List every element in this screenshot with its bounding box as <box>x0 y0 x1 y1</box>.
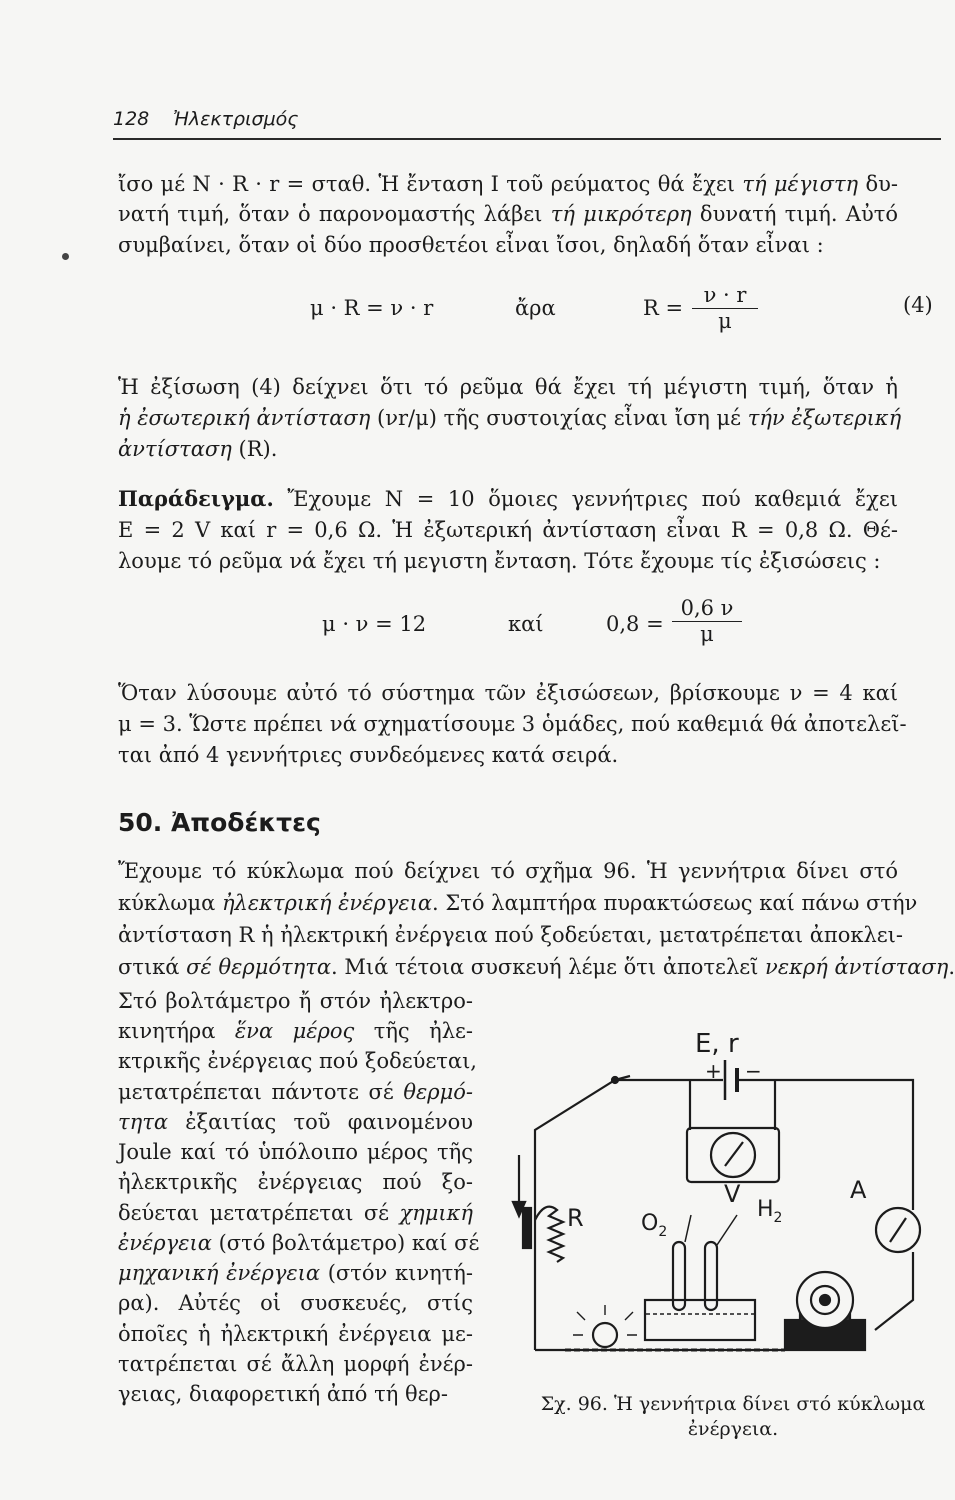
text-line: Παράδειγμα. Ἔχουμε N = 10 ὅμοιες γεννήτριες πού καθεμιά ἔχει <box>118 486 898 511</box>
wire-top-right <box>737 1080 913 1210</box>
voltmeter-needle <box>725 1142 743 1166</box>
text-line: ρα). Αὐτές οἱ συσκευές, στίς <box>118 1291 473 1315</box>
lamp-rays <box>573 1305 637 1335</box>
voltmeter-label: V <box>724 1180 741 1208</box>
text-line: μηχανική ἐνέργεια (στόν κινητή- <box>118 1261 473 1285</box>
text-line: δεύεται μετατρέπεται σέ χημική <box>118 1201 473 1225</box>
minus-sign: − <box>745 1059 762 1083</box>
eq-rhs-left: R = <box>643 296 684 320</box>
text-line: κινητήρα ἕνα μέρος τῆς ἠλε- <box>118 1019 473 1043</box>
example-label: Παράδειγμα. <box>118 486 274 511</box>
eq-tag: (4) <box>903 293 933 317</box>
voltameter-vessel <box>645 1300 755 1340</box>
eq-word: ἄρα <box>515 296 556 320</box>
text-line: Joule καί τό ὑπόλοιπο μέρος τῆς <box>118 1140 473 1164</box>
wire-right <box>875 1252 913 1330</box>
section-heading: 50. Ἀποδέκτες <box>118 808 321 837</box>
circuit-figure <box>505 1030 935 1390</box>
h2-leader <box>717 1215 737 1245</box>
text-line: τητα ἐξαιτίας τοῦ φαινομένου <box>118 1110 473 1134</box>
text-line: συμβαίνει, ὅταν οἱ δύο προσθετέοι εἶναι ἴσοι, δηλαδή ὅταν εἶναι : <box>118 233 824 257</box>
eq-lhs: μ · ν = 12 <box>322 612 427 636</box>
motor-axle <box>820 1295 830 1305</box>
text-line: λουμε τό ρεῦμα νά ἔχει τή μεγιστη ἔνταση. Τότε ἔχουμε τίς ἐξισώσεις : <box>118 549 881 573</box>
text-line: ἴσο μέ N · R · r = σταθ. Ἡ ἔνταση I τοῦ ρεύματος θά ἔχει τή μέγιστη δυ- <box>118 172 898 196</box>
page-number: 128 <box>113 108 150 130</box>
eq-lhs: μ · R = ν · r <box>310 296 434 320</box>
eq-fraction: $\frac{0,6 \nu}{\mu}$ <box>672 596 742 646</box>
text-line: ὁποῖες ἡ ἠλεκτρική ἐνέργεια με- <box>118 1322 473 1346</box>
h2-label: $H_2$ <box>757 1197 783 1226</box>
eq-rhs-left: 0,8 = <box>606 612 664 636</box>
o2-leader <box>685 1215 691 1242</box>
header-rule <box>113 138 941 140</box>
resistor-zigzag <box>535 1207 563 1262</box>
rheostat-slider <box>523 1208 531 1248</box>
text-line: Ἔχουμε τό κύκλωμα πού δείχνει τό σχῆμα 96. Ἡ γεννήτρια δίνει στό <box>118 859 898 883</box>
text-line: μετατρέπεται πάντοτε σέ θερμό- <box>118 1080 473 1104</box>
caption-line: Σχ. 96. Ἡ γεννήτρια δίνει στό κύκλωμα <box>540 1393 926 1415</box>
text-line: ἠλεκτρικῆς ἐνέργειας πού ξο- <box>118 1170 473 1194</box>
text-line: Ἡ ἐξίσωση (4) δείχνει ὅτι τό ρεῦμα θά ἔχει τή μέγιστη τιμή, ὅταν ἡ <box>118 375 898 399</box>
text-line: κτρικῆς ἐνέργειας πού ξοδεύεται, <box>118 1049 477 1073</box>
lamp-bulb <box>593 1323 617 1347</box>
resistor-label: R <box>567 1204 584 1232</box>
text-line: ἀντίσταση (R). <box>118 437 278 461</box>
margin-dot <box>62 253 69 260</box>
ammeter-label: A <box>850 1176 867 1204</box>
o2-label: $O_2$ <box>641 1211 668 1240</box>
text-line: Στό βολτάμετρο ἤ στόν ἠλεκτρο- <box>118 989 473 1013</box>
text-line: E = 2 V καί r = 0,6 Ω. Ἡ ἐξωτερική ἀντίσταση εἶναι R = 0,8 Ω. Θέ- <box>118 518 898 542</box>
text-line: νατή τιμή, ὅταν ὁ παρονομαστής λάβει τή μικρότερη δυνατή τιμή. Αὐτό <box>118 202 898 226</box>
eq-fraction: $\frac{\nu \cdot r}{\mu}$ <box>692 283 758 333</box>
source-label: E, r <box>695 1029 739 1059</box>
text-line: ἡ ἐσωτερική ἀντίσταση (νr/μ) τῆς συστοιχίας εἶναι ἴση μέ τήν ἐξωτερική <box>118 406 902 430</box>
text-line: ἀντίσταση R ἡ ἠλεκτρική ἐνέργεια πού ξοδεύεται, μετατρέπεται ἀποκλει- <box>118 923 903 947</box>
caption-line: ἐνέργεια. <box>687 1418 779 1440</box>
text-line: κύκλωμα ἠλεκτρική ἐνέργεια. Στό λαμπτήρα πυρακτώσεως καί πάνω στήν <box>118 891 918 915</box>
text-line: ἐνέργεια (στό βολτάμετρο) καί σέ <box>118 1231 480 1255</box>
figure-caption <box>538 1392 928 1442</box>
text-line: στικά σέ θερμότητα. Μιά τέτοια συσκευή λέμε ὅτι ἀποτελεῖ νεκρή ἀντίσταση. <box>118 955 955 979</box>
eq-word: καί <box>508 612 544 636</box>
text-line: γειας, διαφορετική ἀπό τή θερ- <box>118 1382 448 1406</box>
text-line: ται ἀπό 4 γεννήτριες συνδεόμενες κατά σειρά. <box>118 743 619 767</box>
switch-pivot <box>612 1077 618 1083</box>
running-header <box>113 102 941 142</box>
plus-sign: + <box>705 1059 722 1083</box>
text-line: τατρέπεται σέ ἄλλη μορφή ἐνέρ- <box>118 1352 473 1376</box>
text-line: μ = 3. Ὥστε πρέπει νά σχηματίσουμε 3 ὁμάδες, πού καθεμιά θά ἀποτελεῖ- <box>118 712 907 736</box>
ammeter-needle <box>890 1218 906 1242</box>
text-line: Ὅταν λύσουμε αὐτό τό σύστημα τῶν ἐξισώσεων, βρίσκουμε ν = 4 καί <box>118 681 898 705</box>
header-title: Ἠλεκτρισμός <box>173 108 299 130</box>
